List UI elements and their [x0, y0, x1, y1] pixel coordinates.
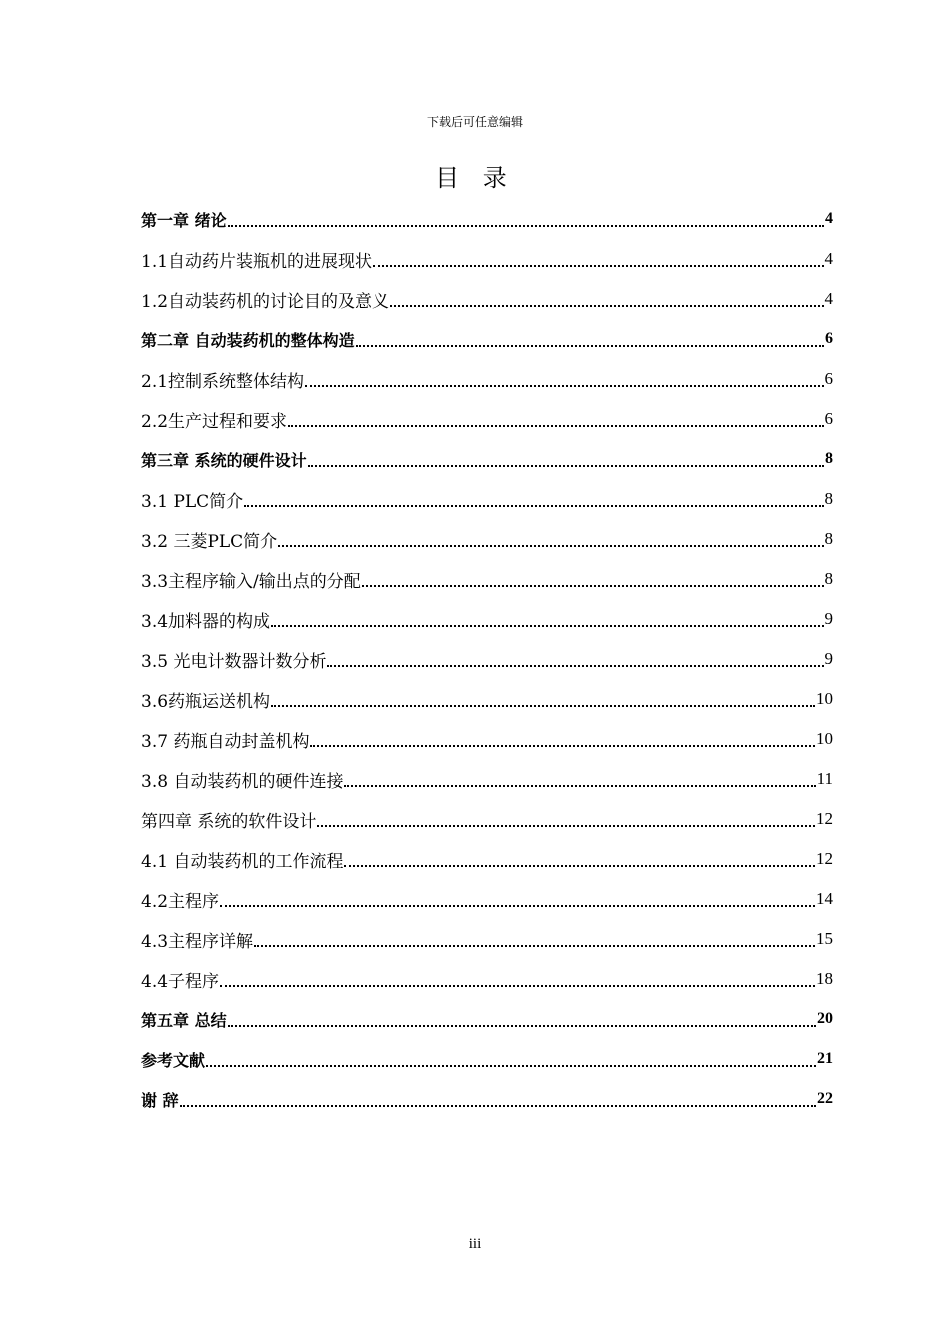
toc-entry-label: 谢 辞 [141, 1090, 179, 1110]
toc-entry[interactable] [141, 1039, 833, 1079]
dot-leader [271, 704, 815, 707]
header-note: 下载后可任意编辑 [426, 115, 523, 129]
toc-entry-label: 第五章 总结 [141, 1010, 227, 1030]
toc-entry[interactable] [141, 399, 833, 439]
toc-entry-page: 12 [816, 809, 833, 828]
toc-entry-page: 9 [824, 649, 833, 668]
toc-entry-page: 14 [816, 889, 833, 908]
toc-entry[interactable] [141, 279, 833, 319]
toc-entry-page: 18 [816, 969, 833, 988]
toc-entry-label: 3.8 自动装药机的硬件连接 [141, 771, 344, 792]
toc-entry-label: 2.2生产过程和要求 [141, 411, 288, 432]
toc-entry-page: 15 [816, 929, 833, 948]
toc-entry[interactable] [141, 759, 833, 799]
dot-leader [344, 864, 815, 867]
toc-entry-label: 第一章 绪论 [141, 210, 227, 230]
toc-entry[interactable] [141, 919, 833, 959]
dot-leader [278, 544, 823, 547]
toc-entry-page: 4 [824, 249, 833, 268]
toc-entry-label: 第三章 系统的硬件设计 [141, 450, 307, 470]
toc-entry-label: 参考文献 [141, 1050, 206, 1070]
toc-entry-label: 4.4子程序 [141, 971, 220, 992]
toc-entry[interactable] [141, 519, 833, 559]
toc-entry-page: 12 [816, 849, 833, 868]
toc-entry[interactable] [141, 719, 833, 759]
toc-entry-page: 9 [824, 609, 833, 628]
toc-entry[interactable] [141, 679, 833, 719]
toc-entry-label: 3.5 光电计数器计数分析 [141, 651, 327, 672]
toc-entry-page: 10 [816, 689, 833, 708]
dot-leader [180, 1104, 816, 1107]
toc-entry-label: 1.1自动药片装瓶机的进展现状 [141, 251, 373, 272]
toc-entry-page: 21 [817, 1050, 833, 1067]
toc-entry-label: 4.2主程序 [141, 891, 220, 912]
dot-leader [206, 1064, 816, 1067]
dot-leader [228, 224, 824, 227]
toc-entry[interactable] [141, 639, 833, 679]
toc-entry[interactable] [141, 959, 833, 999]
toc-entry-label: 第二章 自动装药机的整体构造 [141, 330, 355, 350]
dot-leader [310, 744, 815, 747]
toc-entry-label: 3.3主程序输入/输出点的分配 [141, 571, 361, 592]
toc-entry-page: 20 [817, 1010, 833, 1027]
toc-entry-label: 4.1 自动装药机的工作流程 [141, 851, 344, 872]
toc-entry[interactable] [141, 199, 833, 239]
page-number: iii [468, 1236, 482, 1252]
table-of-contents [141, 199, 833, 1119]
dot-leader [254, 944, 815, 947]
toc-entry-page: 10 [816, 729, 833, 748]
dot-leader [344, 784, 815, 787]
toc-entry-page: 4 [824, 289, 833, 308]
toc-entry[interactable] [141, 999, 833, 1039]
dot-leader [373, 264, 823, 267]
toc-entry-label: 2.1控制系统整体结构 [141, 371, 305, 392]
toc-entry[interactable] [141, 239, 833, 279]
toc-entry-label: 3.2 三菱PLC简介 [141, 531, 278, 552]
toc-entry-page: 8 [824, 529, 833, 548]
dot-leader [228, 1024, 816, 1027]
toc-entry-page: 8 [824, 569, 833, 588]
toc-entry[interactable] [141, 599, 833, 639]
dot-leader [220, 984, 815, 987]
toc-entry[interactable] [141, 839, 833, 879]
toc-entry[interactable] [141, 1079, 833, 1119]
toc-entry-label: 3.1 PLC简介 [141, 491, 244, 512]
toc-entry-page: 22 [817, 1090, 833, 1107]
toc-entry-label: 3.7 药瓶自动封盖机构 [141, 731, 310, 752]
toc-entry[interactable] [141, 359, 833, 399]
toc-entry-label: 3.6药瓶运送机构 [141, 691, 271, 712]
toc-entry-page: 8 [824, 489, 833, 508]
dot-leader [308, 464, 824, 467]
toc-entry[interactable] [141, 559, 833, 599]
toc-entry-label: 1.2自动装药机的讨论目的及意义 [141, 291, 390, 312]
toc-title: 目 录 [435, 164, 515, 192]
dot-leader [327, 664, 823, 667]
toc-entry-page: 4 [825, 210, 833, 227]
toc-entry-label: 3.4加料器的构成 [141, 611, 271, 632]
dot-leader [288, 424, 823, 427]
dot-leader [271, 624, 823, 627]
dot-leader [317, 824, 815, 827]
dot-leader [356, 344, 824, 347]
toc-entry[interactable] [141, 319, 833, 359]
toc-entry-page: 6 [824, 409, 833, 428]
toc-entry[interactable] [141, 479, 833, 519]
toc-entry-page: 8 [825, 450, 833, 467]
dot-leader [305, 384, 823, 387]
toc-entry-page: 11 [816, 769, 833, 788]
toc-entry[interactable] [141, 799, 833, 839]
dot-leader [390, 304, 823, 307]
toc-entry-label: 第四章 系统的软件设计 [141, 811, 317, 832]
toc-entry-page: 6 [825, 330, 833, 347]
dot-leader [362, 584, 824, 587]
toc-entry[interactable] [141, 879, 833, 919]
dot-leader [244, 504, 823, 507]
toc-entry-label: 4.3主程序详解 [141, 931, 254, 952]
dot-leader [220, 904, 815, 907]
toc-entry[interactable] [141, 439, 833, 479]
toc-entry-page: 6 [824, 369, 833, 388]
